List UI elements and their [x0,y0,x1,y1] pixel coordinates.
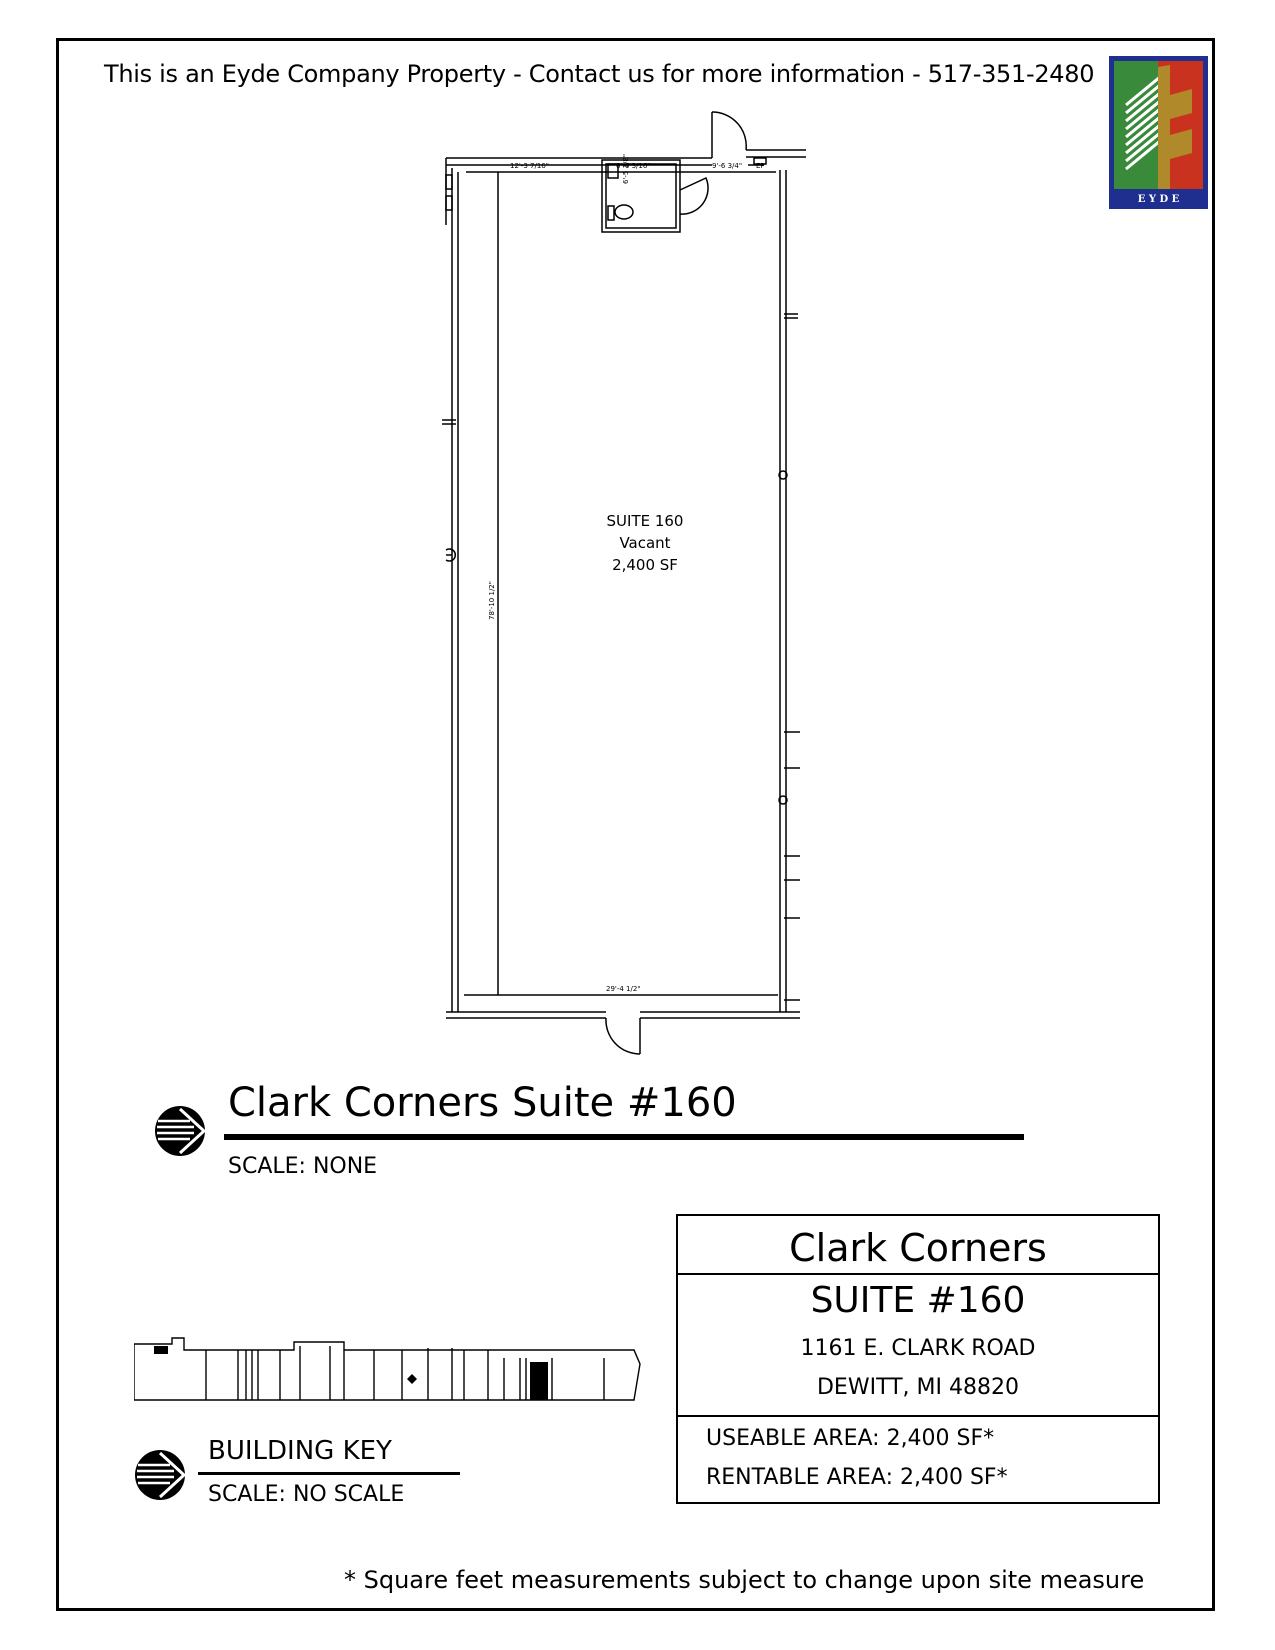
building-key-title: BUILDING KEY [208,1436,392,1466]
toilet [615,205,633,219]
north-arrow-icon [132,1447,188,1503]
property-info-box [676,1214,1160,1504]
building-key-plan [134,1334,644,1402]
logo-wordmark: E Y D E [1137,194,1180,205]
restroom-door-swing [680,178,708,214]
suite-area: 2,400 SF [612,556,678,574]
dim-restroom-width: 6'-6 3/16" [616,162,651,170]
suite-number: SUITE #160 [810,1280,1026,1321]
suite-name: SUITE 160 [606,512,684,530]
south-door-swing [606,1018,640,1054]
building-key-underline [198,1472,460,1475]
rentable-area: RENTABLE AREA: 2,400 SF* [706,1465,1008,1490]
plan-title: Clark Corners Suite #160 [228,1080,737,1126]
north-door-swing [712,112,746,150]
dim-bottom-width: 29'-4 1/2" [606,985,641,993]
footnote: * Square feet measurements subject to change upon site measure [344,1566,1145,1594]
contact-header: This is an Eyde Company Property - Contact us for more information - 517-351-2480 [104,60,1095,88]
building-key-scale: SCALE: NO SCALE [208,1482,405,1507]
dim-top-right: 9'-6 3/4" [712,162,743,170]
address-line-2: DEWITT, MI 48820 [816,1375,1019,1400]
dim-restroom-depth: 6'-5 1/8" [622,153,630,184]
property-name: Clark Corners [678,1216,1158,1275]
info-divider [678,1415,1158,1417]
restroom [602,160,680,232]
plan-scale: SCALE: NONE [228,1154,378,1179]
title-underline [224,1134,1024,1140]
north-arrow-icon [152,1103,208,1159]
dim-length: 78'-10 1/2" [488,581,496,620]
suite-status: Vacant [619,534,671,552]
useable-area: USEABLE AREA: 2,400 SF* [706,1426,995,1451]
suite-label [560,510,730,576]
dim-top-left: 12'-3 7/16" [510,162,549,170]
address-line-1: 1161 E. CLARK ROAD [800,1336,1036,1361]
dim-ep: EP [756,162,765,170]
